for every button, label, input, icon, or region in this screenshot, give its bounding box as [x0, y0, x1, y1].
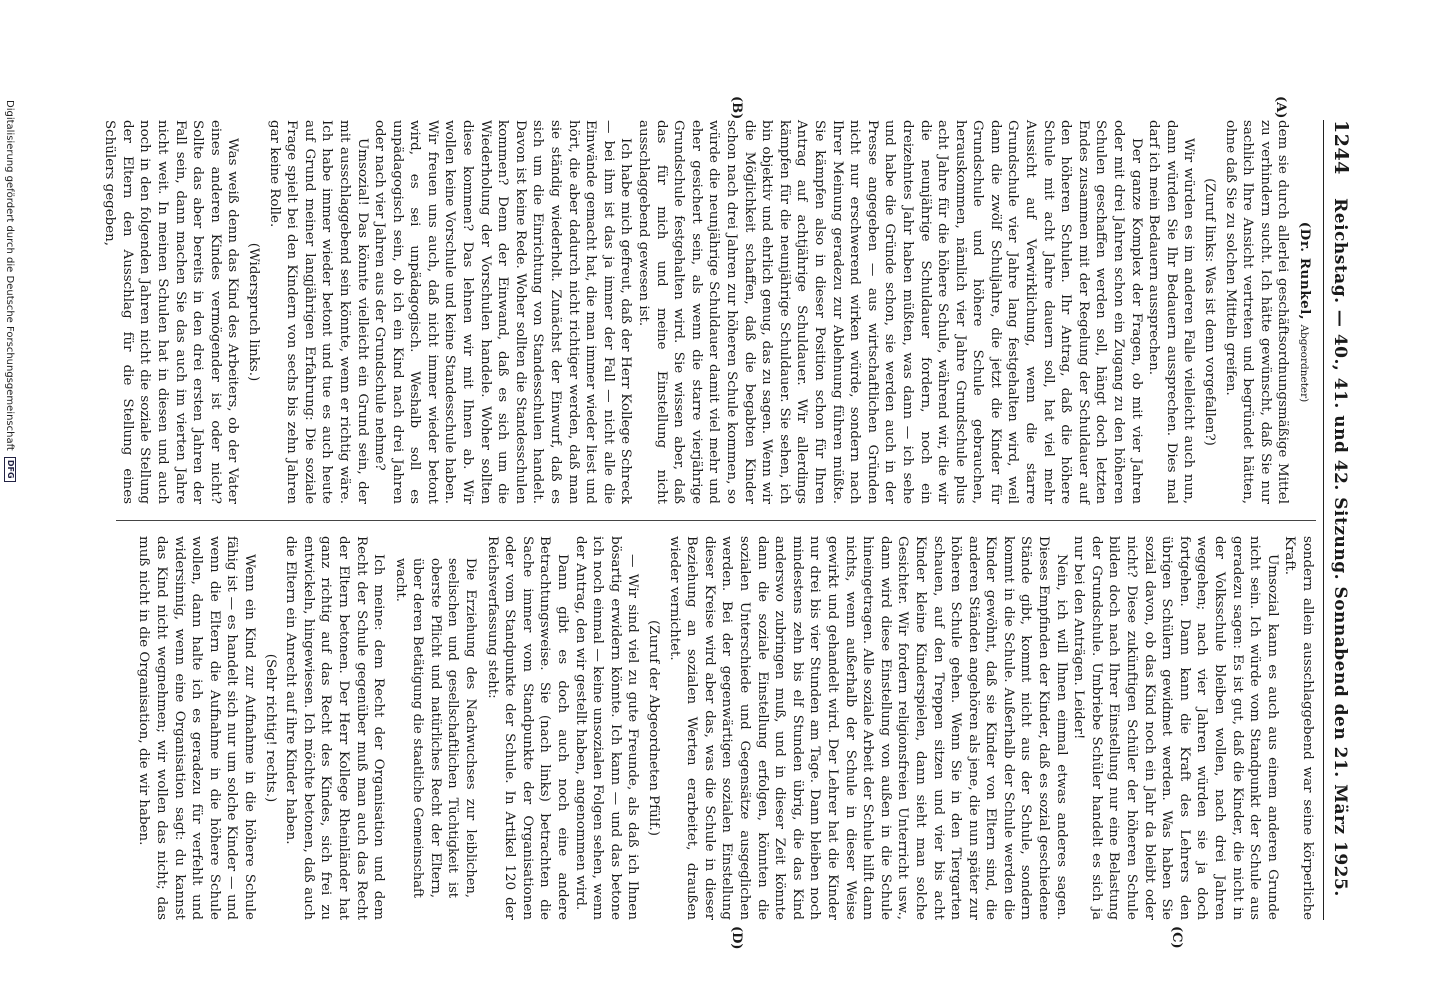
paragraph: Wir würden es im anderen Falle vielleicht auch nun, dann würden Sie Ihr Bedauern aussprechen. Dies mal darf ich mein Bedauern aussprechen. — [1146, 120, 1197, 504]
page-number: 1244 — [1330, 120, 1352, 175]
margin-marker-b: (B) — [729, 96, 744, 120]
paragraph: Was weiß denn das Kind des Arbeiters, ob der Vater eines anderen Kindes vermögender ist oder nicht? Sollte das aber bereits in den drei ersten Jahren der Fall sein, dann machen Sie das auch im vierten Jahre nicht weit. In meinen Schulen hat in diesen und auch noch in den folgenden Jahren nicht die soziale Stellung der Eltern den Ausschlag für die Stellung eines Schülers gegeben, — [102, 120, 241, 504]
right-column — [135, 536, 1316, 920]
margin-marker-d: (D) — [729, 926, 744, 950]
paragraph: Wenn ein Kind zur Aufnahme in die höhere Schule fähig ist — es handelt sich nur um solche Kinder — und wenn die Eltern die Aufnahme in die höhere Schule wollen, dann halte ich es geradezu für verfehlt und widersinnig, wenn eine Organisation sagt: du kannst das Kind nicht wegnehmen; wir wollen das nicht; das muß nicht in die Organisation, die wir haben. — [136, 536, 257, 920]
paragraph: Ich meine: dem Recht der Organisation und dem Recht der Schule gegenüber muß man auch das Recht der Eltern betonen. Der Herr Kollege Rheinländer hat ganz richtig auf das Recht des Kindes, sich frei zu entwickeln, hingewiesen. Ich möchte betonen, daß auch die Eltern ein Anrecht auf ihre Kinder haben. — [283, 536, 387, 920]
paragraph: Ich habe mich gefreut, daß der Herr Kollege Schreck — bei ihm ist das ja immer der Fall — nicht alle die Einwände gemacht hat, die man immer wieder liest und hört, die aber dadurch nicht richtiger werden, daß man sie ständig wiederholt. Zunächst der Einwurf, daß es sich um die Einrichtung von Standesschulen handelt. Davon ist keine Rede. Woher sollten die Standesschulen kommen? Denn der Einwand, daß es sich um die Wiederholung der Vorschulen handele. Woher sollten diese kommen? Das lehnen wir mit Ihnen ab. Wir wollen keine Vorschule und keine Standesschule haben. Wir freuen uns auch, daß nicht immer wieder betont wird, es sei unpädagogisch. Weshalb soll es unpädagogisch sein, ob ich ein Kind nach drei Jahren oder nach vier Jahren aus der Grundschule nehme? — [372, 120, 634, 504]
margin-marker-a: (A) — [1273, 96, 1288, 119]
dfg-logo-icon: DFG — [4, 457, 16, 482]
left-column — [101, 120, 1316, 504]
paragraph: Umsozial! Das könnte vielleicht ein Grund sein, der mit ausschlaggebend sein könnte, wenn er richtig wäre. Ich habe immer wieder betont und tue es auch heute auf Grund meiner langjährigen Erfahrung: Die soziale Frage spielt bei den Kindern von sechs bis zehn Jahren gar keine Rolle. — [266, 120, 370, 504]
paragraph: Der ganze Komplex der Fragen, ob mit vier Jahren oder mit drei Jahren schon ein Zugang zu den höheren Schulen geschaffen werden soll, hängt doch letzten Endes zusammen mit der Regelung der Schuldauer auf den höheren Schulen. Ihr Antrag, daß die höhere Schule mit acht Jahre dauern soll, hat viel mehr Aussicht auf Verwirklichung, wenn die starre Grundschule vier Jahre lang festgehalten wird, weil dann die zwölf Schuljahre, die jetzt die Kinder für Grundschule und höhere Schule gebrauchen, herauskommen, nämlich vier Jahre Grundschule plus acht Jahre für die höhere Schule, während wir, die wir die neunjährige Schuldauer fordern, noch ein dreizehntes Jahr haben müßten, was dann — ich sehe und habe die Gründe schon, sie werden auch in der Presse angegeben — aus wirtschaftlichen Gründen nicht nur erschwerend wirken würde, sondern nach Ihrer Meinung geradezu zur Ablehnung führen müßte. Sie kämpfen also in dieser Position schon für Ihren Antrag auf achtjährige Schuldauer. Wir allerdings kämpfen für die neunjährige Schuldauer. Sie sehen, ich bin objektiv und ehrlich genug, das zu sagen. Wenn wir die Möglichkeit schaffen, daß die begabten Kinder schon nach drei Jahren zur höheren Schule kommen, so würde die neunjährige Schuldauer damit viel mehr und eher gesichert sein, als wenn die starre vierjährige Grundschule festgehalten wird. Sie wissen aber, daß das für mich und meine Einstellung nicht ausschlaggebend gewesen ist. — [636, 120, 1144, 504]
margin-marker-c: (C) — [1169, 926, 1184, 949]
speaker-name: (Dr. Runkel, — [1297, 221, 1313, 321]
speaker-line — [1294, 120, 1313, 504]
interjection: (Sehr richtig! rechts.) — [262, 653, 278, 803]
interjection: (Widerspruch links.) — [245, 242, 261, 382]
paragraph: dem sie durch allerlei geschäftsordnungsmäßige Mittel zu verhindern sucht. Ich hätte gewünscht, daß Sie nur sachlich Ihre Ansicht vertreten und begründet hätten, ohne daß Sie zu solchen Mitteln greifen. — [1222, 120, 1291, 504]
page-title: Reichstag. — 40., 41. und 42. Sitzung. Sonnabend den 21. März 1925. — [1330, 198, 1350, 897]
paragraph: Umsozial kann es auch aus einem anderen Grunde nicht sein. Ich würde vom Standpunkt der Schule aus geradezu sagen: Es ist gut, daß die Kinder, die nicht in der Volksschule bleiben wollen, nach drei Jahren weggehen; nach vier Jahren würden sie ja doch fortgehen. Dann kann die Kraft des Lehrers den übrigen Schülern gewidmet werden. Was haben Sie sozial davon, ob das Kind noch ein Jahr da bleibt oder nicht? Diese zukünftigen Schüler der höheren Schule bilden doch nach Ihrer Einstellung nur eine Belastung der Grundschule. Umbriebe Schüler handelt es sich ja nur bei den Anträgen. Leider! — [1071, 536, 1280, 920]
header-rule — [1323, 120, 1324, 920]
paragraph: sondern allein ausschlaggebend war seine körperliche Kraft. — [1282, 536, 1315, 920]
paragraph: Nein, ich will Ihnen einmal etwas anderes sagen. Dieses Empfinden der Kinder, daß es sozial geschiedene Stände gibt, kommt nicht aus der Schule, sondern kommt in die Schule. Außerhalb der Schule werden die Kinder gewöhnt, daß sie Kinder von Eltern sind, die anderen Ständen angehören als jene, die nun später zur höheren Schule gehen. Wenn Sie in den Tiergarten schauen, auf den Treppen sitzen und vier bis acht Kinder kleine Kinderspielen, dann sieht man solche Gesichter. Wir fordern religionsfreien Unterricht usw., dann wird diese Einstellung von außen in die Schule hineingetragen. Alle soziale Arbeit der Schule hilft dann nichts, wenn außerhalb der Schule in dieser Weise gewirkt und gehandelt wird. Der Lehrer hat die Kinder nur drei bis vier Stunden am Tage. Dann bleiben noch mindestens zehn bis elf Stunden übrig, die das Kind anderswo zubringen muß, und in dieser Zeit könnte dann die soziale Einstellung erfolgen, könnten die sozialen Unterschiede und Gegensätze ausgeglichen werden. Bei der gegenwärtigen sozialen Einstellung dieser Kreise wird aber das, was die Schule in dieser Beziehung an sozialen Werten erarbeitet, draußen wieder vernichtet. — [666, 536, 1069, 920]
interjection: (Zuruf der Abgeordneten Pfülf.) — [646, 620, 662, 836]
column-divider — [116, 520, 1316, 521]
speaker-role: Abgeordneter) — [1298, 324, 1310, 403]
paragraph: — Wir sind viel zu gute Freunde, als daß ich Ihnen bösartig erwidern könnte. Ich kann — und das betone ich noch einmal — keine unsozialen Folgen sehen, wenn der Antrag, den wir gestellt haben, angenommen wird. — [572, 536, 641, 920]
digitization-credit — [4, 100, 16, 900]
credit-text: Digitalisierung gefördert durch die Deutsche Forschungsgemeinschaft — [4, 100, 16, 451]
paragraph: Dann gibt es doch auch noch eine andere Betrachtungsweise. Sie (nach links) betrachten die Sache immer vom Standpunkte der Organisationen oder vom Standpunkte der Schule. In Artikel 120 der Reichsverfassung steht: — [484, 536, 571, 920]
interjection: (Zuruf links: Was ist denn vorgefallen?) — [1202, 178, 1218, 446]
quoted-article: Die Erziehung des Nachwuchses zur leiblichen, seelischen und gesellschaftlichen Tüchtigkeit ist oberste Pflicht und natürliches Recht der Eltern, über deren Betätigung die staatliche Gemeinschaft wacht. — [392, 558, 479, 898]
running-head — [1326, 120, 1352, 920]
